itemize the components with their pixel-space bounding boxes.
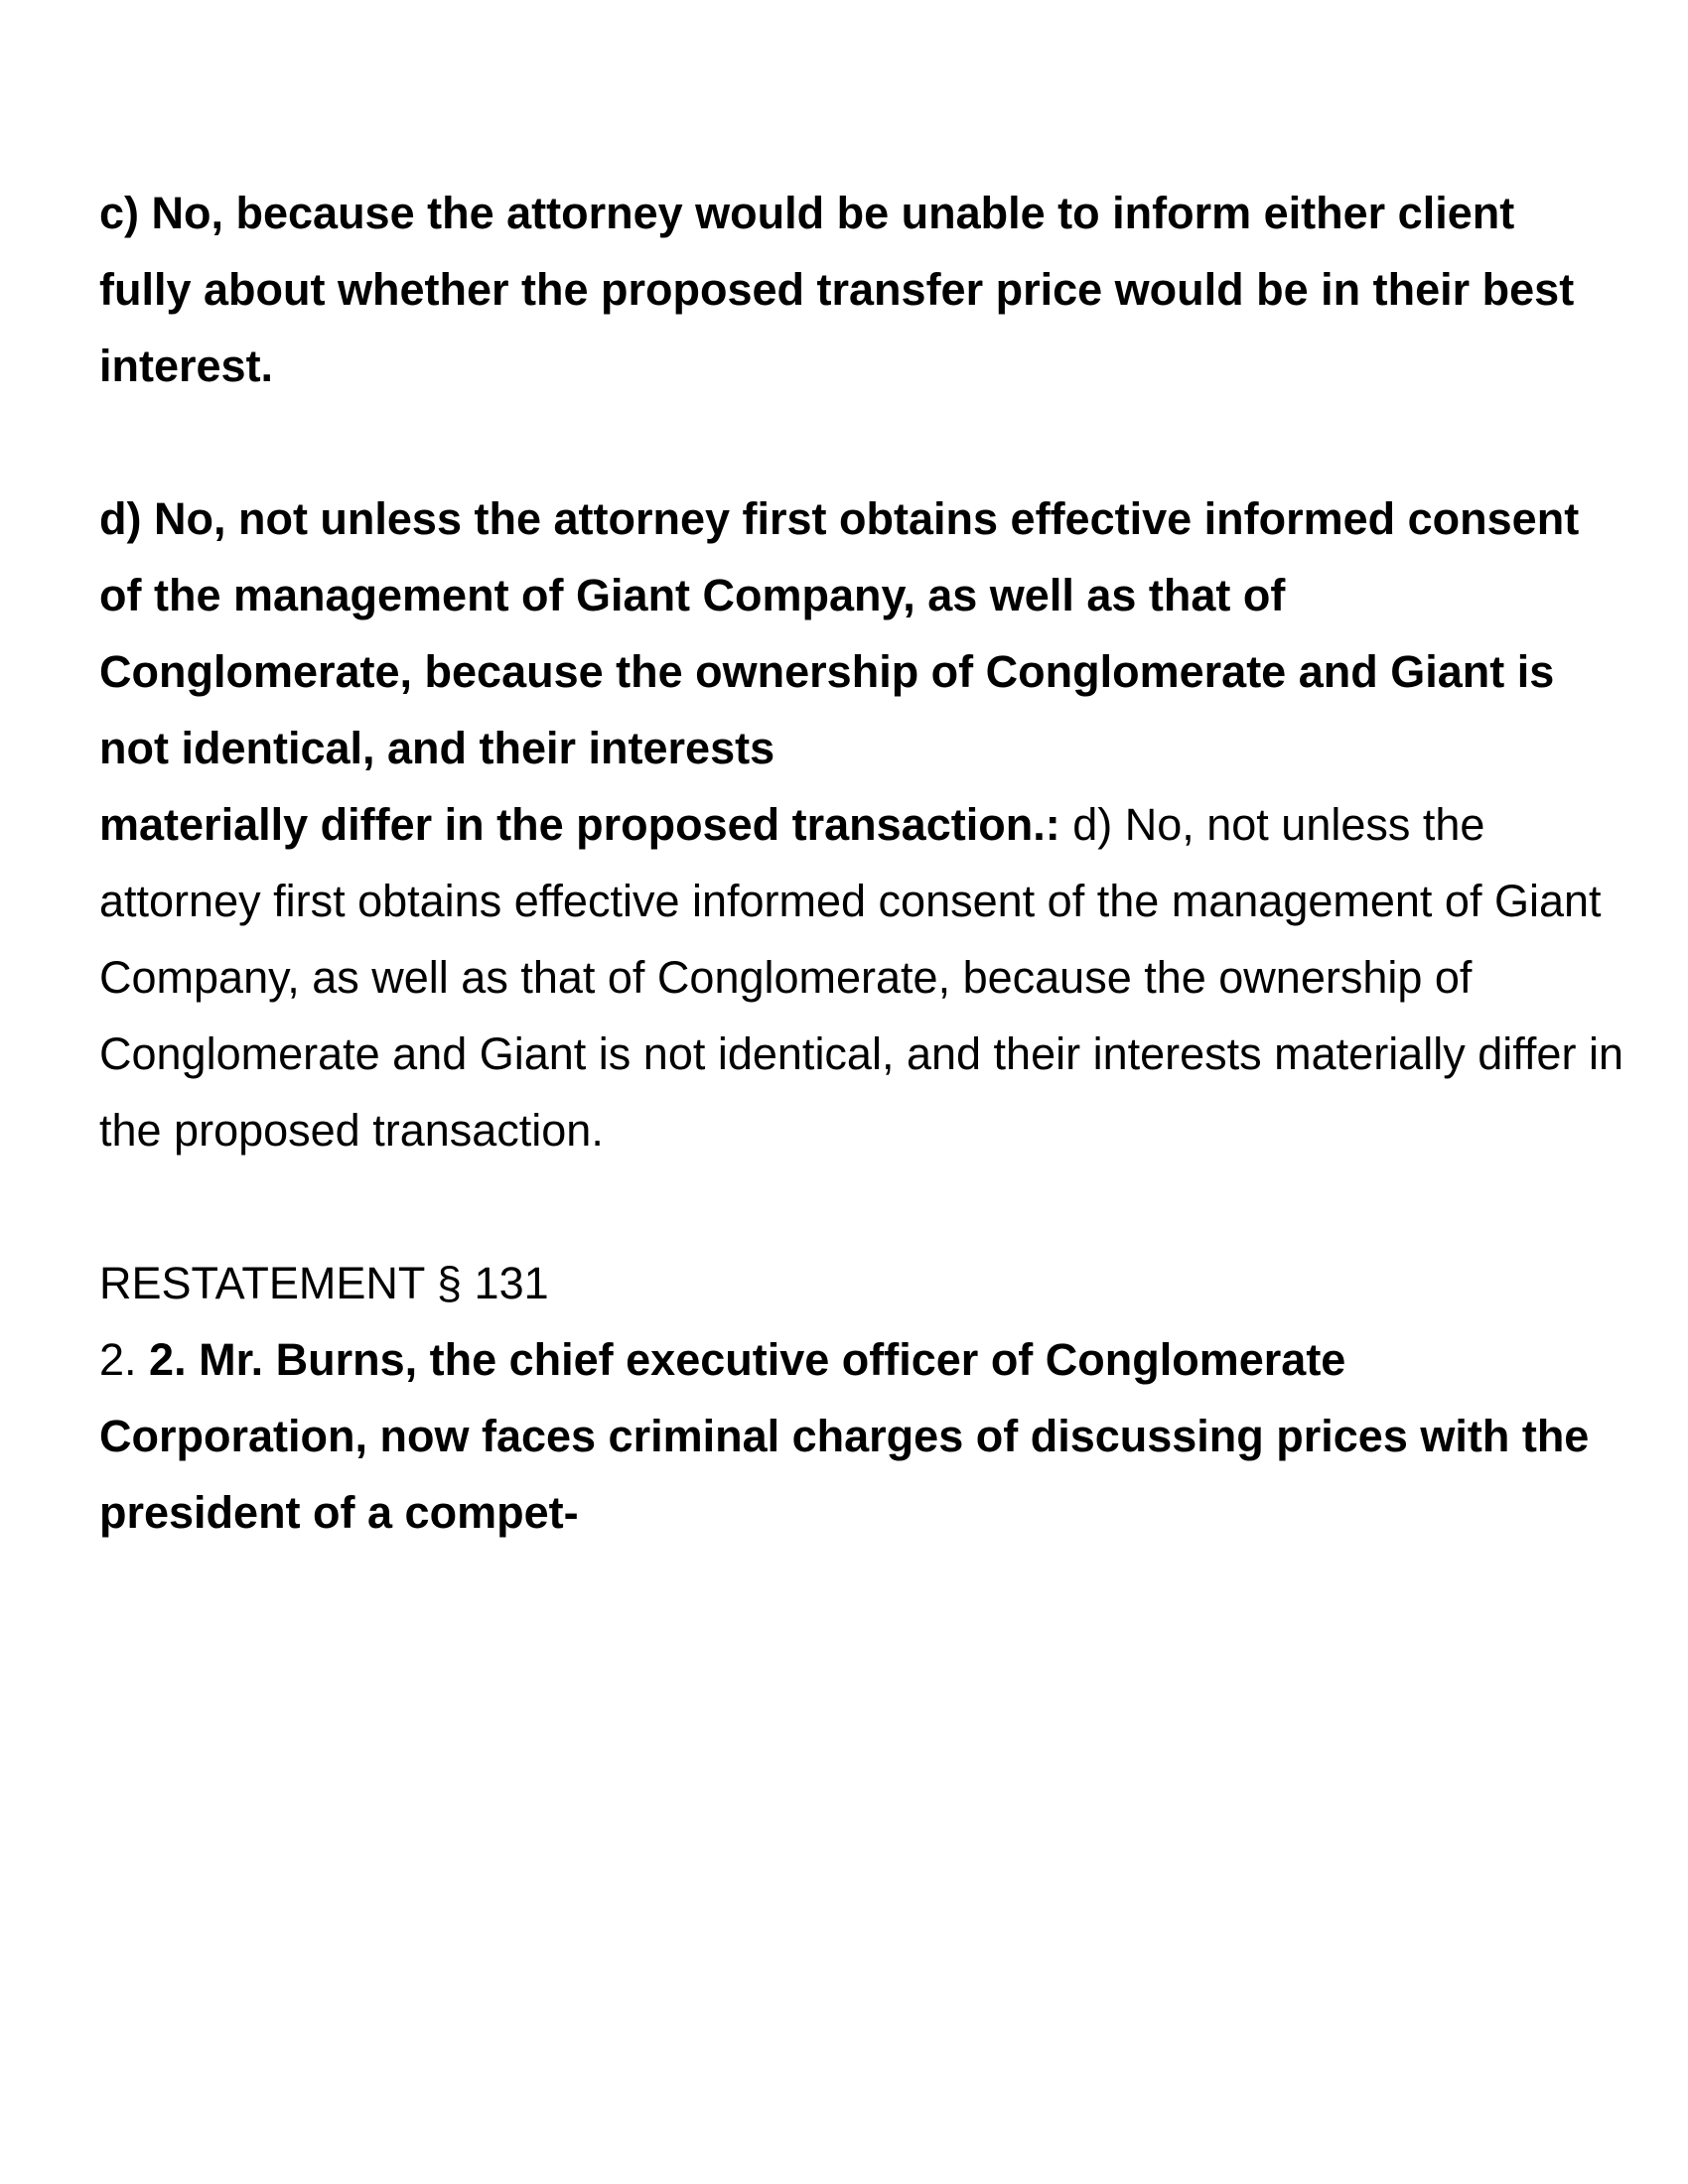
answer-label: materially differ in the proposed transaction.: [99, 799, 1060, 850]
question-2 [99, 1321, 1609, 1551]
paragraph-gap [99, 404, 1609, 480]
paragraph-gap [99, 1168, 1609, 1245]
document-page [99, 175, 1623, 1551]
restatement-reference: RESTATEMENT § 131 [99, 1258, 549, 1308]
question-number: 2. [99, 1334, 150, 1385]
answer-paragraph [99, 786, 1648, 1168]
option-c-text: c) No, because the attorney would be unable to inform either client fully about whether the proposed transfer price would be in their best interest. [99, 188, 1575, 391]
answer-text: d) No, not unless the attorney first obtains effective informed consent of the management of Giant Company, as well as that of Conglomerate, because the ownership of Conglomerate and Giant is not identical, and their interests materially differ in the proposed transaction. [99, 799, 1623, 1156]
option-d-text: d) No, not unless the attorney first obtains effective informed consent of the management of Giant Company, as well as that of Conglomerate, because the ownership of Conglomerate and Giant is not identical, and their interests [99, 493, 1580, 773]
question-2-text: 2. Mr. Burns, the chief executive officer of Conglomerate Corporation, now faces criminal charges of discussing prices with the president of a compet- [99, 1334, 1590, 1538]
